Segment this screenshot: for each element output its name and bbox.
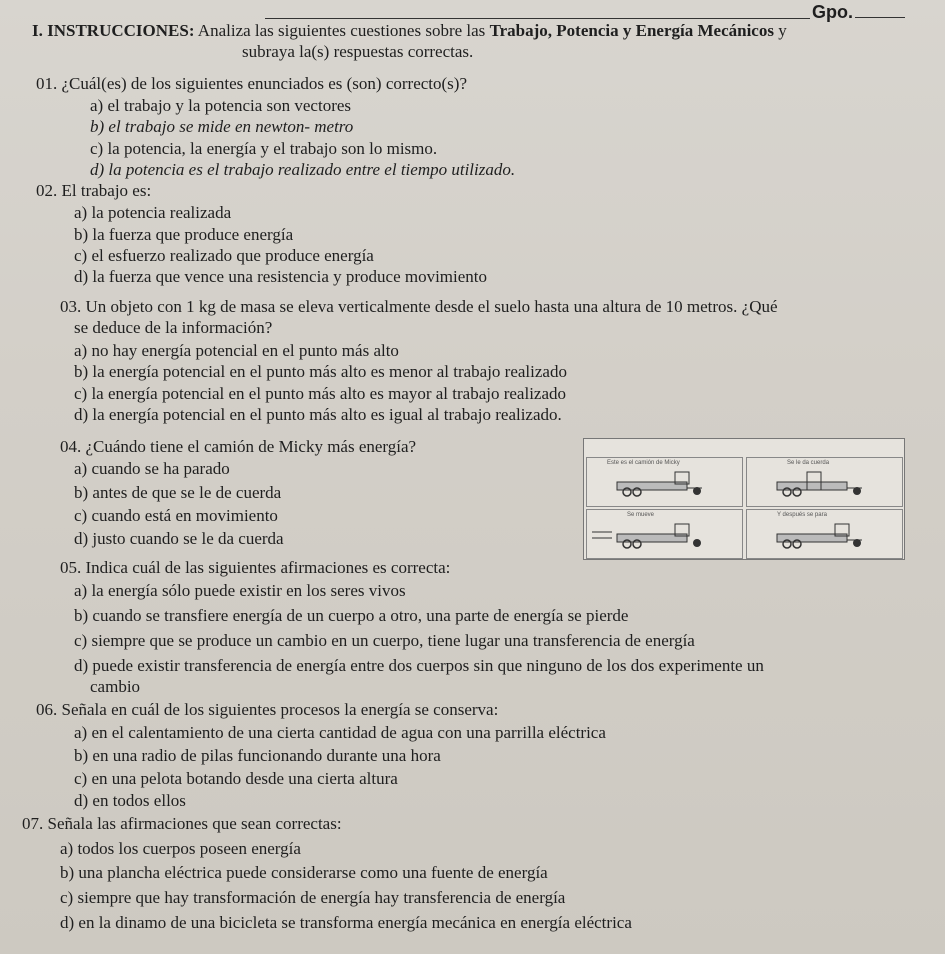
- cartoon-panel-3: [586, 509, 743, 559]
- option-05-b: b) cuando se transfiere energía de un cuerpo a otro, una parte de energía se pierde: [74, 606, 629, 625]
- option-03-a: a) no hay energía potencial en el punto más alto: [74, 341, 399, 360]
- option-01-d: d) la potencia es el trabajo realizado entre el tiempo utilizado.: [90, 160, 516, 179]
- panel-4-caption: Y después se para: [777, 512, 827, 518]
- option-07-a: a) todos los cuerpos poseen energía: [60, 839, 301, 858]
- question-04: 04. ¿Cuándo tiene el camión de Micky más energía?: [60, 437, 417, 456]
- instructions-text: Analiza las siguientes cuestiones sobre las: [194, 21, 490, 40]
- option-04-b: b) antes de que se le de cuerda: [74, 483, 282, 502]
- option-01-c: c) la potencia, la energía y el trabajo son lo mismo.: [90, 139, 438, 158]
- option-01-b: b) el trabajo se mide en newton- metro: [90, 117, 354, 136]
- group-label: Gpo.: [812, 2, 853, 22]
- name-line: [265, 18, 810, 19]
- option-03-b: b) la energía potencial en el punto más alto es menor al trabajo realizado: [74, 362, 567, 381]
- question-02: 02. El trabajo es:: [36, 181, 152, 200]
- instructions-title: I. INSTRUCCIONES:: [32, 21, 195, 40]
- question-03: 03. Un objeto con 1 kg de masa se eleva verticalmente desde el suelo hasta una altura de 10 metros. ¿Qué: [60, 297, 778, 316]
- panel-3-caption: Se mueve: [627, 512, 655, 518]
- option-02-b: b) la fuerza que produce energía: [74, 225, 294, 244]
- cartoon-panel-4: [746, 509, 903, 559]
- option-06-b: b) en una radio de pilas funcionando durante una hora: [74, 746, 441, 765]
- question-03-cont: se deduce de la información?: [74, 318, 273, 337]
- question-07: 07. Señala las afirmaciones que sean correctas:: [22, 814, 342, 833]
- option-02-c: c) el esfuerzo realizado que produce energía: [74, 246, 374, 265]
- option-01-a: a) el trabajo y la potencia son vectores: [90, 96, 352, 115]
- option-06-d: d) en todos ellos: [74, 791, 186, 810]
- option-04-c: c) cuando está en movimiento: [74, 506, 278, 525]
- option-02-a: a) la potencia realizada: [74, 203, 232, 222]
- option-02-d: d) la fuerza que vence una resistencia y produce movimiento: [74, 267, 488, 286]
- question-06: 06. Señala en cuál de los siguientes procesos la energía se conserva:: [36, 700, 499, 719]
- instructions-topic: Trabajo, Potencia y Energía Mecánicos: [489, 21, 774, 40]
- cartoon-panel-1: [586, 457, 743, 507]
- option-07-b: b) una plancha eléctrica puede considerarse como una fuente de energía: [60, 863, 548, 882]
- question-05: 05. Indica cuál de las siguientes afirmaciones es correcta:: [60, 558, 451, 577]
- option-03-d: d) la energía potencial en el punto más alto es igual al trabajo realizado.: [74, 405, 562, 424]
- question-01: 01. ¿Cuál(es) de los siguientes enunciados es (son) correcto(s)?: [36, 74, 468, 93]
- option-06-a: a) en el calentamiento de una cierta cantidad de agua con una parrilla eléctrica: [74, 723, 606, 742]
- truck-moving-icon: [587, 510, 742, 558]
- micky-truck-cartoon: [583, 438, 905, 560]
- option-04-d: d) justo cuando se le da cuerda: [74, 529, 284, 548]
- instructions-line2: subraya la(s) respuestas correctas.: [242, 42, 474, 61]
- cartoon-panel-2: [746, 457, 903, 507]
- option-05-d-cont: cambio: [90, 677, 141, 696]
- option-07-c: c) siempre que hay transformación de energía hay transferencia de energía: [60, 888, 566, 907]
- option-05-c: c) siempre que se produce un cambio en un cuerpo, tiene lugar una transferencia de energía: [74, 631, 695, 650]
- option-06-c: c) en una pelota botando desde una cierta altura: [74, 769, 398, 788]
- instructions-text-end: y: [773, 21, 787, 40]
- panel-2-caption: Se le da cuerda: [787, 460, 830, 466]
- group-blank: [855, 17, 905, 18]
- option-03-c: c) la energía potencial en el punto más alto es mayor al trabajo realizado: [74, 384, 567, 403]
- option-04-a: a) cuando se ha parado: [74, 459, 230, 478]
- option-05-a: a) la energía sólo puede existir en los seres vivos: [74, 581, 406, 600]
- instructions: [32, 20, 927, 62]
- option-05-d: d) puede existir transferencia de energía entre dos cuerpos sin que ninguno de los dos experimente un: [74, 656, 764, 675]
- option-07-d: d) en la dinamo de una bicicleta se transforma energía mecánica en energía eléctrica: [60, 913, 632, 932]
- panel-1-caption: Este es el camión de Micky: [607, 460, 680, 466]
